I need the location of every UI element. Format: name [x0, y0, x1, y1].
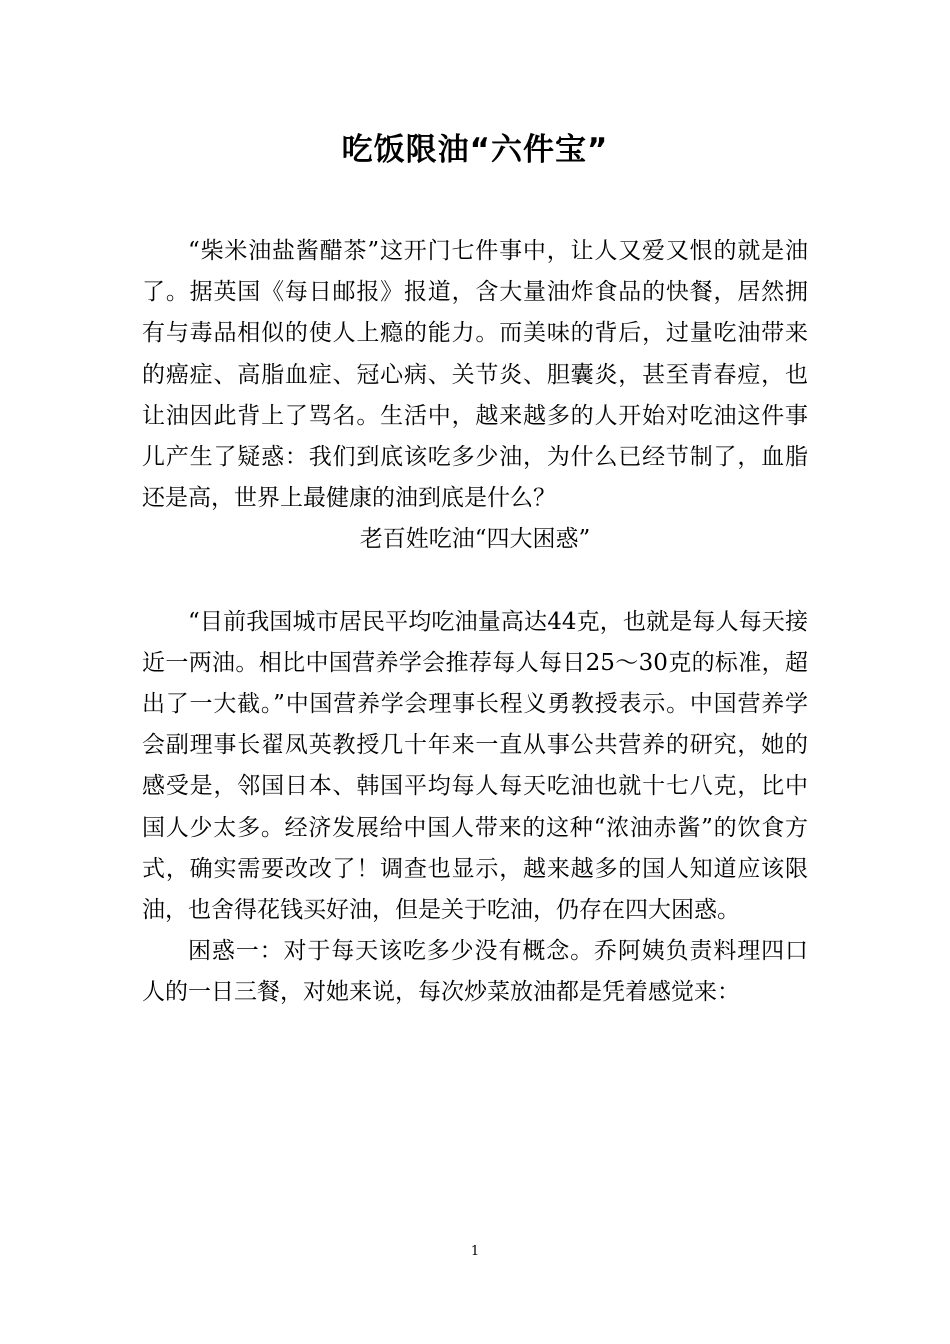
page-number: 1: [470, 1244, 480, 1259]
paragraph-intro: “柴米油盐酱醋茶”这开门七件事中，让人又爱又恨的就是油了。据英国《每日邮报》报道，含大量油炸食品的快餐，居然拥有与毒品相似的使人上瘾的能力。而美味的背后，过量吃油带来的癌症、高脂血症、冠心病、关节炎、胆囊炎，甚至青春痘，也让油因此背上了骂名。生活中，越来越多的人开始对吃油这件事儿产生了疑惑：我们到底该吃多少油，为什么已经节制了，血脂还是高，世界上最健康的油到底是什么？: [142, 238, 808, 512]
paragraph-oil-consumption: “目前我国城市居民平均吃油量高达44克，也就是每人每天接近一两油。相比中国营养学会推荐每人每日25～30克的标准，超出了一大截。”中国营养学会理事长程义勇教授表示。中国营养学会副理事长翟凤英教授几十年来一直从事公共营养的研究，她的感受是，邻国日本、韩国平均每人每天吃油也就十七八克，比中国人少太多。经济发展给中国人带来的这种“浓油赤酱”的饮食方式，确实需要改改了！调查也显示，越来越多的国人知道应该限油，也舍得花钱买好油，但是关于吃油，仍存在四大困惑。: [142, 608, 808, 924]
section-subheading: 老百姓吃油“四大困惑”: [359, 526, 591, 553]
document-title: 吃饭限油“六件宝”: [341, 132, 609, 168]
paragraph-confusion-one: 困惑一：对于每天该吃多少没有概念。乔阿姨负责料理四口人的一日三餐，对她来说，每次炒菜放油都是凭着感觉来：: [142, 938, 808, 1006]
document-body: [142, 231, 808, 1014]
